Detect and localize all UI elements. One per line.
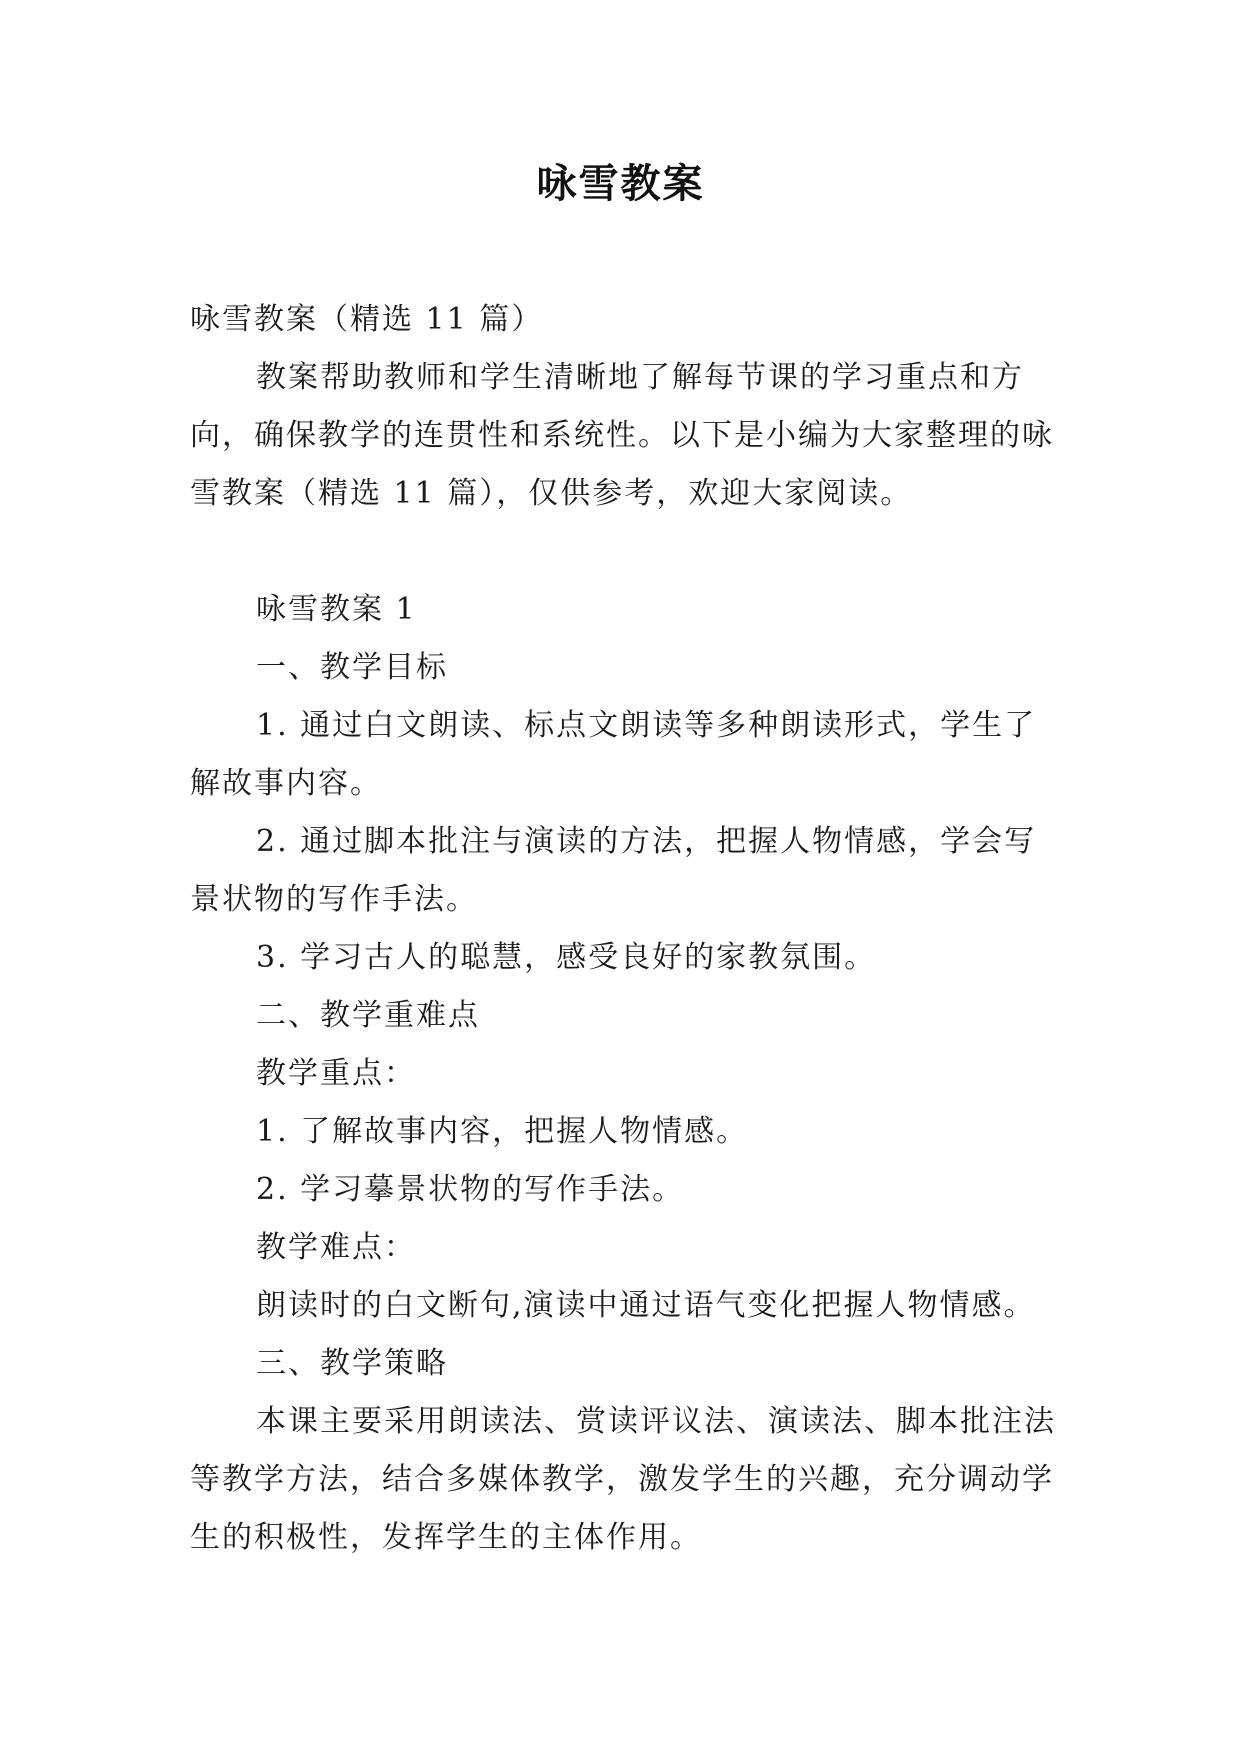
focus-item-1: 1. 了解故事内容，把握人物情感。 [256, 1114, 749, 1149]
intro-paragraph: 教案帮助教师和学生清晰地了解每节课的学习重点和方向，确保教学的连贯性和系统性。以下是小编为大家整理的咏雪教案（精选 11 篇），仅供参考，欢迎大家阅读。 [190, 360, 1054, 511]
section-heading: 咏雪教案 1 [256, 592, 417, 627]
strategy-heading: 三、教学策略 [256, 1346, 448, 1381]
goal-item-1: 1. 通过白文朗读、标点文朗读等多种朗读形式，学生了解故事内容。 [190, 708, 1037, 801]
difficulty-label: 教学难点： [256, 1230, 416, 1265]
goal-item-2: 2. 通过脚本批注与演读的方法，把握人物情感，学会写景状物的写作手法。 [190, 824, 1037, 917]
document-body [190, 291, 1060, 1567]
goals-heading: 一、教学目标 [256, 650, 448, 685]
goal-item-3: 3. 学习古人的聪慧，感受良好的家教氛围。 [256, 940, 877, 975]
document-subtitle: 咏雪教案（精选 11 篇） [190, 302, 544, 337]
keypoints-heading: 二、教学重难点 [256, 998, 480, 1033]
focus-item-2: 2. 学习摹景状物的写作手法。 [256, 1172, 685, 1207]
document-title: 咏雪教案 [536, 160, 705, 207]
paragraph-spacer [190, 523, 1060, 581]
strategy-paragraph: 本课主要采用朗读法、赏读评议法、演读法、脚本批注法等教学方法，结合多媒体教学，激发学生的兴趣，充分调动学生的积极性，发挥学生的主体作用。 [190, 1404, 1056, 1555]
difficulty-item-1: 朗读时的白文断句,演读中通过语气变化把握人物情感。 [256, 1288, 1036, 1323]
focus-label: 教学重点： [256, 1056, 416, 1091]
